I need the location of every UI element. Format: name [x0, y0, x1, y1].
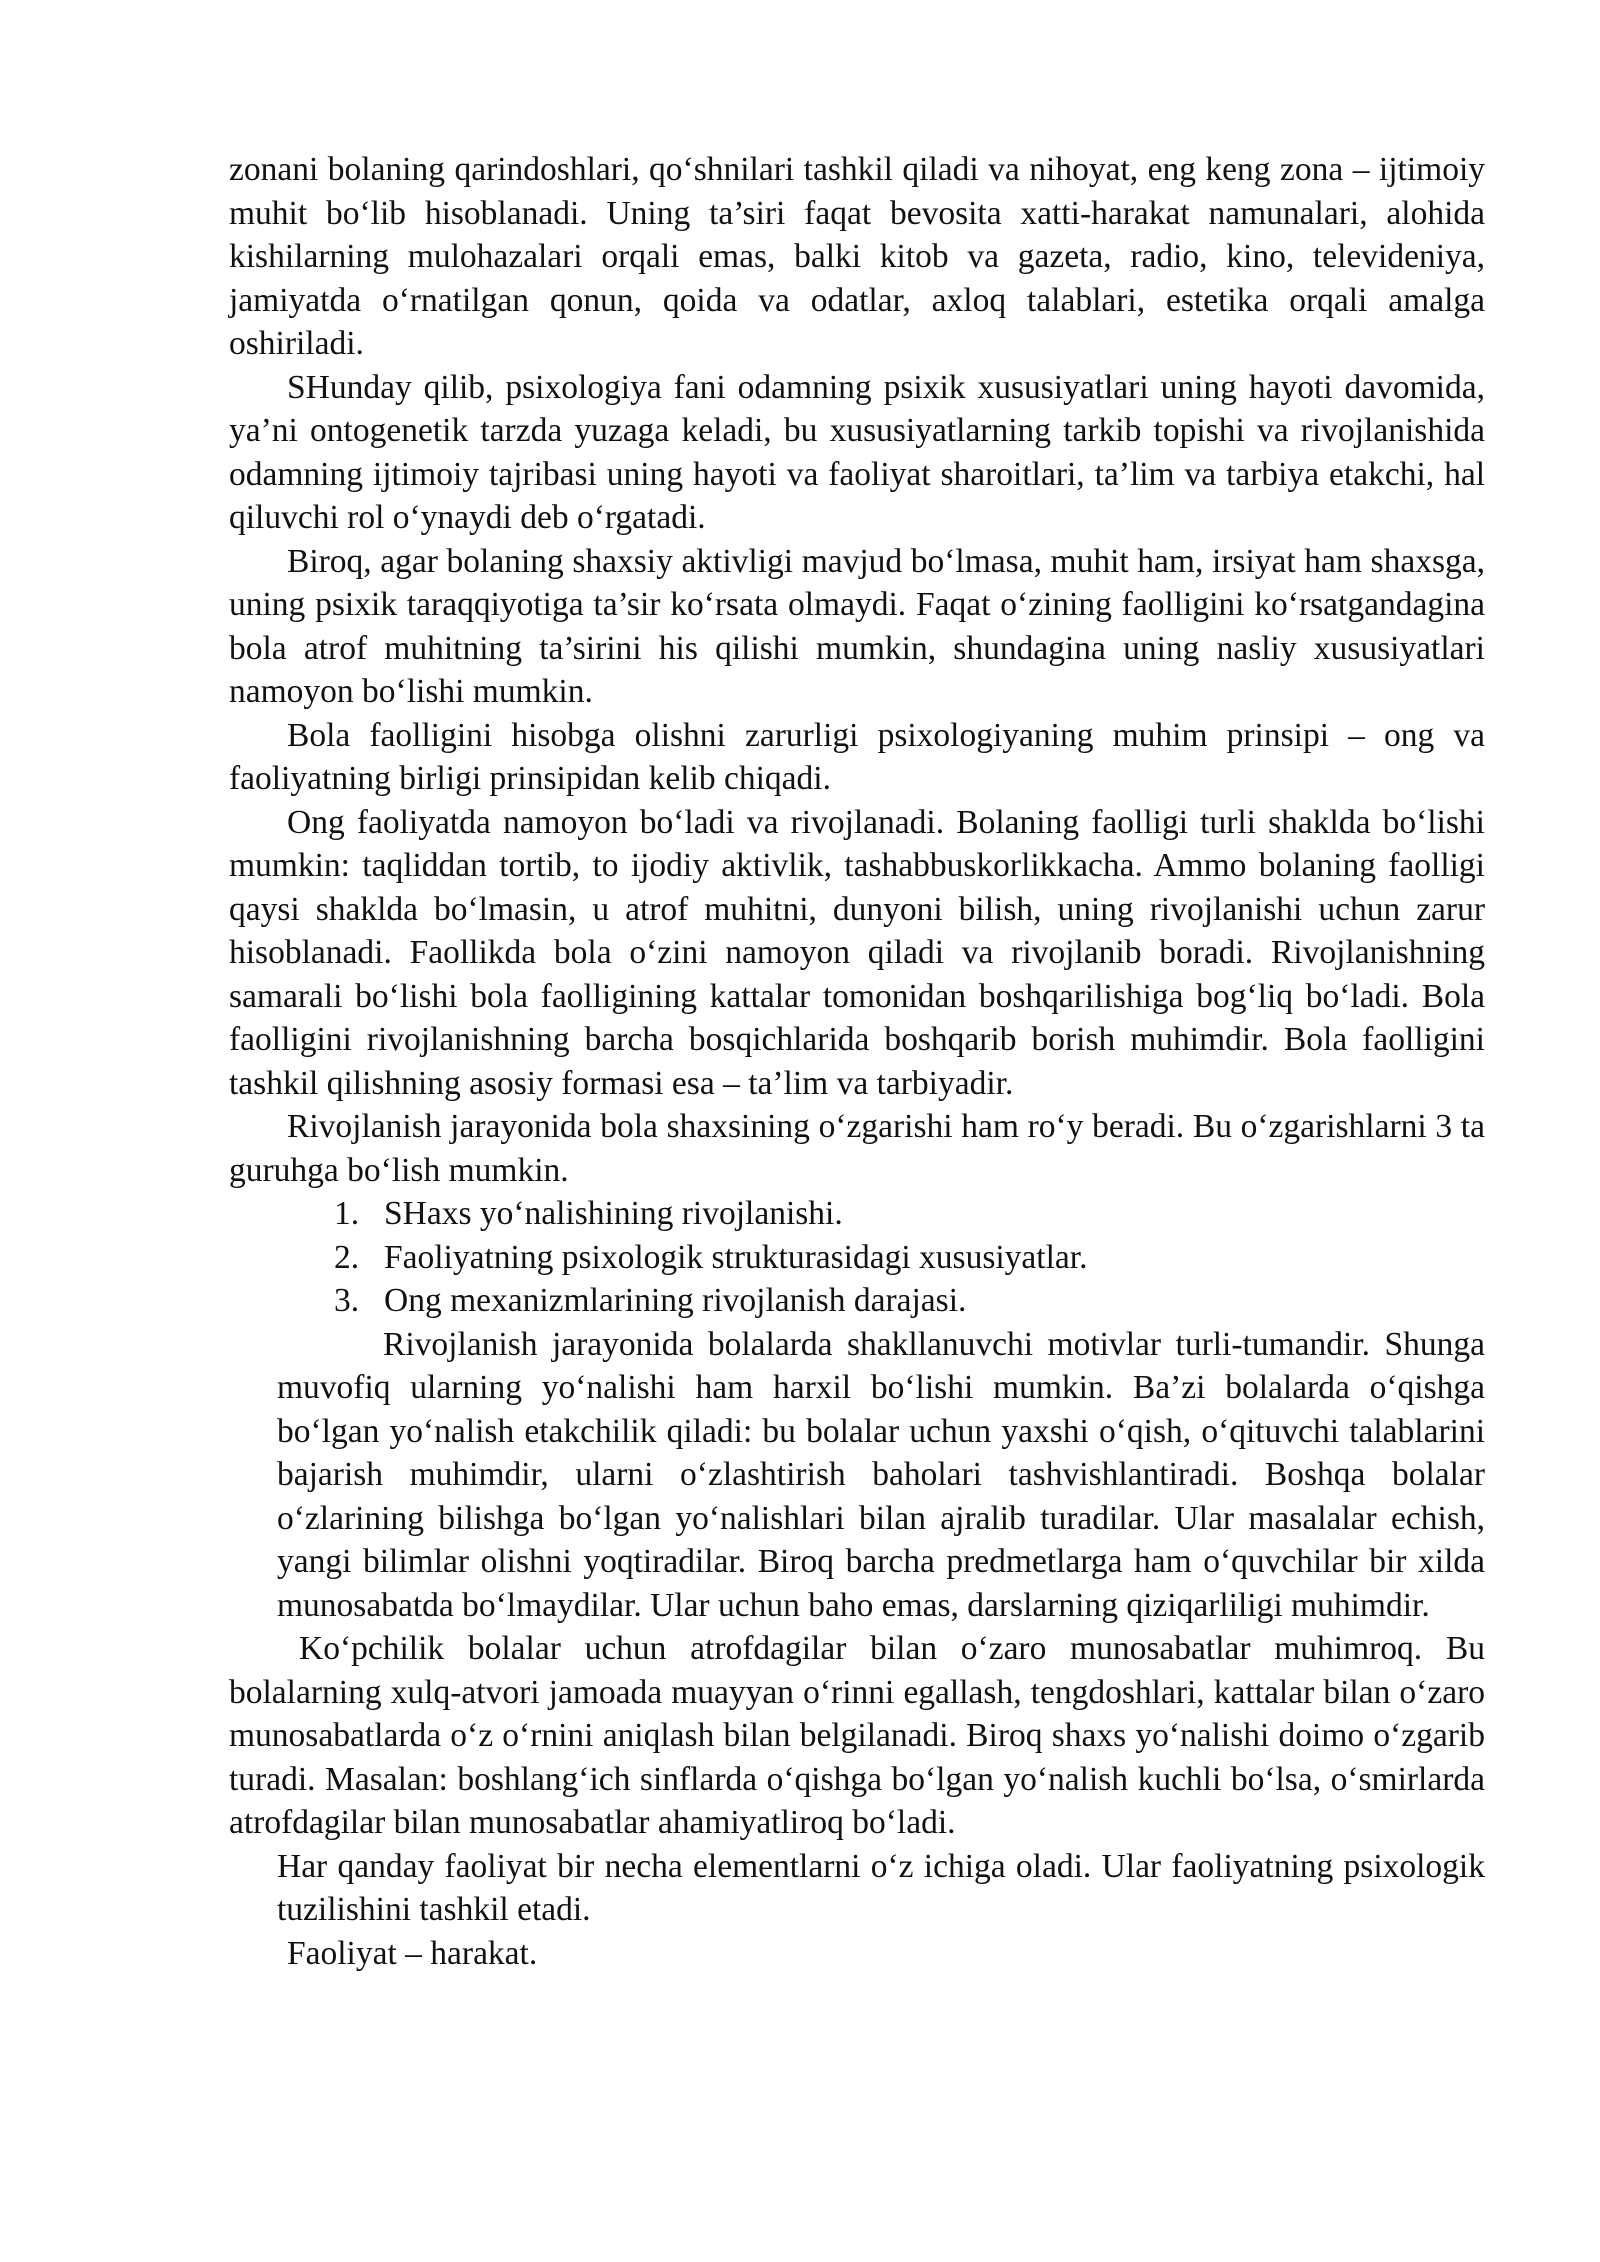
paragraph-1: zonani bolaning qarindoshlari, qo‘shnilari tashkil qiladi va nihoyat, eng keng zona – ijtimoiy muhit bo‘lib hisoblanadi. Uning ta’siri faqat bevosita xatti-harakat namunalari, alohida kishilarning mulohazalari orqali emas, balki kitob va gazeta, radio, kino, televideniya, jamiyatda o‘rnatilgan qonun, qoida va odatlar, axloq talablari, estetika orqali amalga oshiriladi. — [229, 151, 1485, 362]
list-number: 2. — [334, 1238, 360, 1276]
list-item — [334, 1236, 1485, 1280]
paragraph-6: Rivojlanish jarayonida bola shaxsining o‘zgarishi ham ro‘y beradi. Bu o‘zgarishlarni 3 ta guruhga bo‘lish mumkin. — [229, 1108, 1485, 1189]
paragraph-7: Rivojlanish jarayonida bolalarda shakllanuvchi motivlar turli-tumandir. Shunga muvofiq ularning yo‘nalishi ham harxil bo‘lishi mumkin. Ba’zi bolalarda o‘qishga bo‘lgan yo‘nalish etakchilik qiladi: bu bolalar uchun yaxshi o‘qish, o‘qituvchi talablarini bajarish muhimdir, ularni o‘zlashtirish baholari tashvishlantiradi. Boshqa bolalar o‘zlarining bilishga bo‘lgan yo‘nalishlari bilan ajralib turadilar. Ular masalalar echish, yangi bilimlar olishni yoqtiradilar. Biroq barcha predmetlarga ham o‘quvchilar bir xilda munosabatda bo‘lmaydilar. Ular uchun baho emas, darslarning qiziqarliligi muhimdir. — [277, 1325, 1485, 1624]
list-text: Ong mexanizmlarining rivojlanish darajasi. — [384, 1282, 967, 1319]
paragraph-10: Faoliyat – harakat. — [287, 1934, 538, 1972]
paragraph-3: Biroq, agar bolaning shaxsiy aktivligi mavjud bo‘lmasa, muhit ham, irsiyat ham shaxsga, uning psixik taraqqiyotiga ta’sir ko‘rsata olmaydi. Faqat o‘zining faolligini ko‘rsatgandagina bola atrof muhitning ta’sirini his qilishi mumkin, shundagina uning nasliy xususiyatlari namoyon bo‘lishi mumkin. — [229, 542, 1485, 710]
list-text: Faoliyatning psixologik strukturasidagi xususiyatlar. — [384, 1238, 1088, 1276]
list-number: 3. — [334, 1282, 360, 1319]
paragraph-2: SHunday qilib, psixologiya fani odamning psixik xususiyatlari uning hayoti davomida, ya’ni ontogenetik tarzda yuzaga keladi, bu xususiyatlarning tarkib topishi va rivojlanishida odamning ijtimoiy tajribasi uning hayoti va faoliyat sharoitlari, ta’lim va tarbiya etakchi, hal qiluvchi rol o‘ynaydi deb o‘rgatadi. — [229, 368, 1485, 536]
numbered-list — [229, 1192, 1485, 1323]
list-number: 1. — [334, 1195, 360, 1232]
paragraph-4: Bola faolligini hisobga olishni zarurligi psixologiyaning muhim prinsipi – ong va faoliyatning birligi prinsipidan kelib chiqadi. — [229, 716, 1485, 797]
paragraph-5: Ong faoliyatda namoyon bo‘ladi va rivojlanadi. Bolaning faolligi turli shaklda bo‘lishi mumkin: taqliddan tortib, to ijodiy aktivlik, tashabbuskorlikkacha. Ammo bolaning faolligi qaysi shaklda bo‘lmasin, u atrof muhitni, dunyoni bilish, uning rivojlanishi uchun zarur hisoblanadi. Faollikda bola o‘zini namoyon qiladi va rivojlanib boradi. Rivojlanishning samarali bo‘lishi bola faolligining kattalar tomonidan boshqarilishiga bog‘liq bo‘ladi. Bola faolligini rivojlanishning barcha bosqichlarida boshqarib borish muhimdir. Bola faolligini tashkil qilishning asosiy formasi esa – ta’lim va tarbiyadir. — [229, 803, 1485, 1102]
list-text: SHaxs yo‘nalishining rivojlanishi. — [384, 1195, 843, 1232]
paragraph-8: Ko‘pchilik bolalar uchun atrofdagilar bilan o‘zaro munosabatlar muhimroq. Bu bolalarning xulq-atvori jamoada muayyan o‘rinni egallash, tengdoshlari, kattalar bilan o‘zaro munosabatlarda o‘z o‘rnini aniqlash bilan belgilanadi. Biroq shaxs yo‘nalishi doimo o‘zgarib turadi. Masalan: boshlang‘ich sinflarda o‘qishga bo‘lgan yo‘nalish kuchli bo‘lsa, o‘smirlarda atrofdagilar bilan munosabatlar ahamiyatliroq bo‘ladi. — [229, 1630, 1485, 1841]
document-page — [229, 148, 1485, 1975]
list-item — [334, 1192, 1485, 1236]
paragraph-9: Har qanday faoliyat bir necha elementlarni o‘z ichiga oladi. Ular faoliyatning psixologik tuzilishini tashkil etadi. — [277, 1847, 1485, 1928]
list-item — [334, 1279, 1485, 1323]
